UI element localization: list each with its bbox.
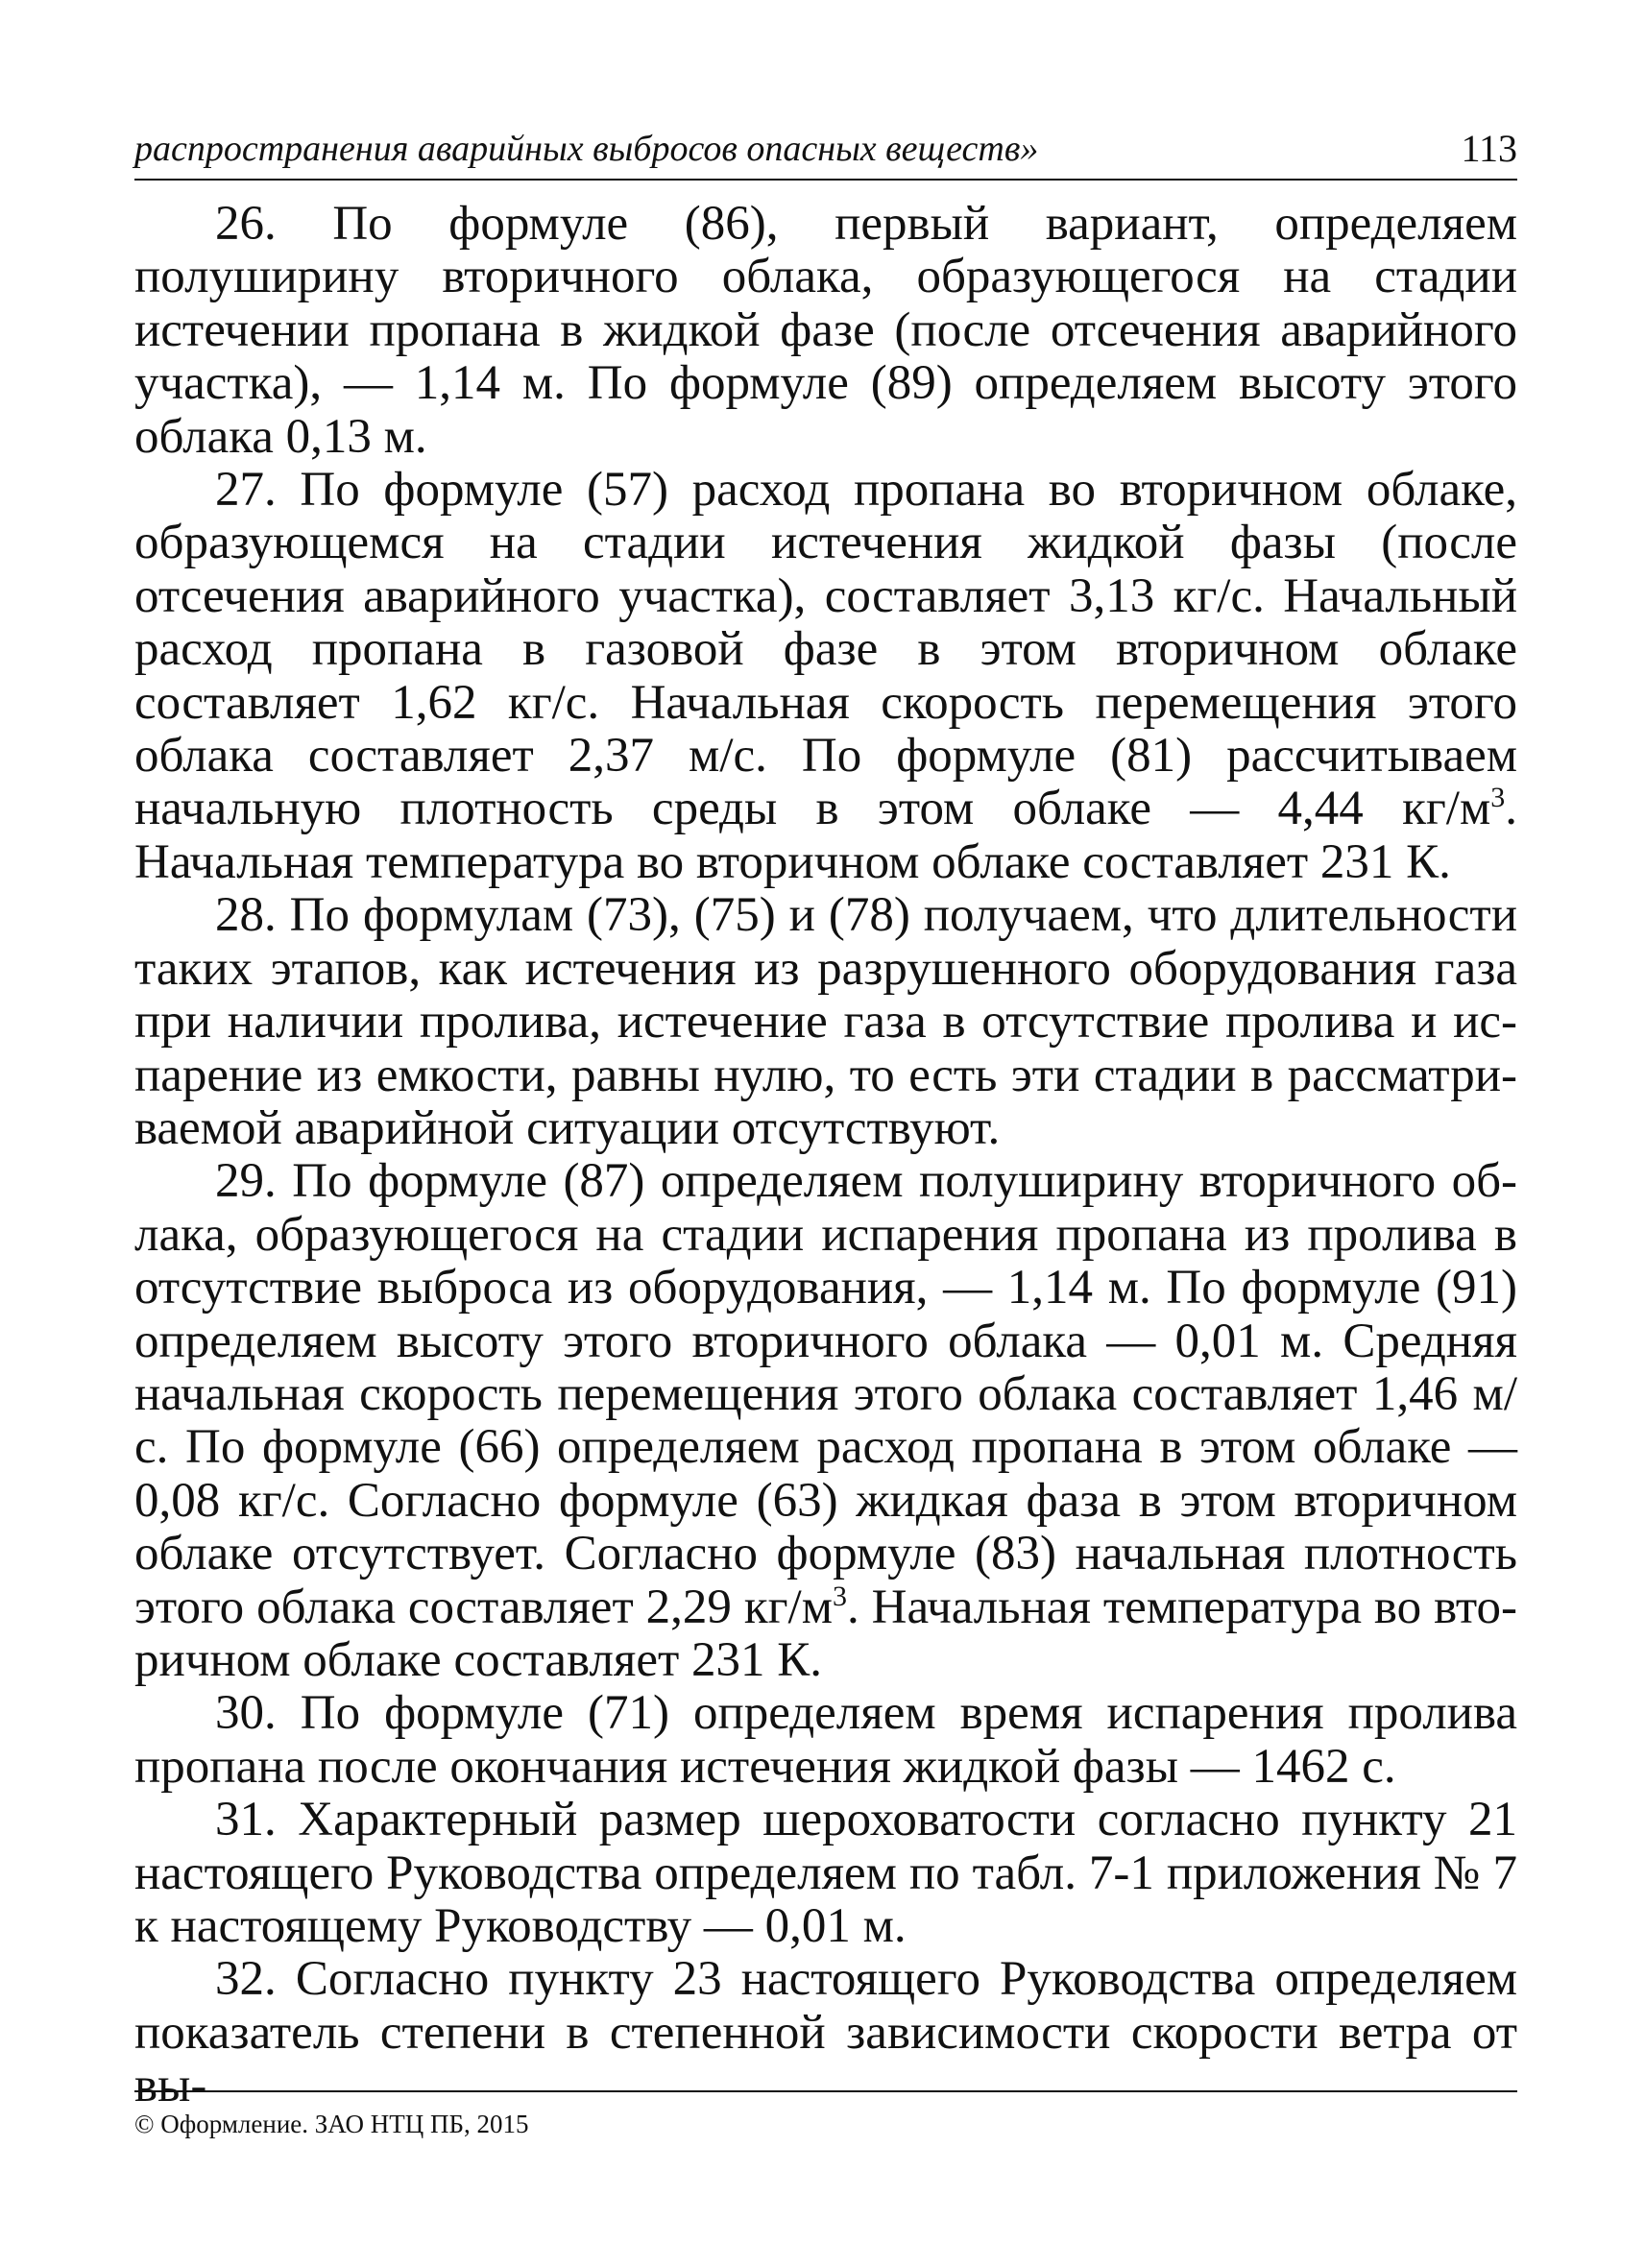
paragraph-31: 31. Характерный размер шероховатости согласно пункту 21 настоящего Руководства определяем по табл. 7-1 приложения № 7 к настоящему Руководству — 0,01 м. — [134, 1793, 1517, 1953]
paragraph-32: 32. Согласно пункту 23 настоящего Руководства определяем показатель степени в степенной зависимости скорости ветра от вы- — [134, 1952, 1517, 2113]
paragraph-28: 28. По формулам (73), (75) и (78) получаем, что длительности таких этапов, как истечения из разрушенного оборудования газа при наличии пролива, истечение газа в отсутствие пролива и испарение из емкости, равны нулю, то есть эти стадии в рассматриваемой аварийной ситуации отсутствуют. — [134, 888, 1517, 1155]
page-number: 113 — [1461, 127, 1517, 170]
paragraph-29-part-a: 29. По формуле (87) определяем полуширину вторичного облака, образующегося на стадии испарения пропана из пролива в отсутствие выброса из оборудования, — 1,14 м. По формуле (91) определяем высоту этого вторичного облака — 0,01 м. Средняя начальная скорость перемещения этого облака составляет 1,46 м/с. По формуле (66) определяем расход пропана в этом облаке — 0,08 кг/с. Согласно формуле (63) жидкая фаза в этом вторичном облаке отсутствует. Согласно формуле (83) начальная плотность этого облака составляет 2,29 кг/м — [134, 1154, 1517, 1634]
running-header — [134, 123, 1517, 181]
paragraph-27 — [134, 464, 1517, 889]
paragraph-30: 30. По формуле (71) определяем время испарения пролива пропана после окончания истечения жидкой фазы — 1462 с. — [134, 1686, 1517, 1794]
body-text — [134, 198, 1517, 2113]
paragraph-27-part-a: 27. По формуле (57) расход пропана во вторичном облаке, образующемся на стадии истечения жидкой фазы (после отсечения аварийного участка), составляет 3,13 кг/с. Начальный расход пропана в газовой фазе в этом вторичном облаке составляет 1,62 кг/с. Начальная скорость перемещения этого облака составляет 2,37 м/с. По формуле (81) рассчитываем начальную плотность среды в этом облаке — 4,44 кг/м — [134, 463, 1517, 836]
copyright-notice: © Оформление. ЗАО НТЦ ПБ, 2015 — [134, 2110, 529, 2138]
page-footer — [134, 2090, 1517, 2140]
superscript-cubic: 3 — [832, 1580, 847, 1612]
document-page — [134, 123, 1517, 2235]
running-title: распространения аварийных выбросов опасных веществ» — [134, 129, 1039, 169]
paragraph-29 — [134, 1155, 1517, 1687]
paragraph-27-part-b: . Начальная температура во вторичном облаке составляет 231 К. — [134, 782, 1517, 889]
paragraph-26: 26. По формуле (86), первый вариант, определяем полуширину вторичного облака, образующегося на стадии истечении пропана в жидкой фазе (после отсечения аварийного участка), — 1,14 м. По формуле (89) определяем высоту этого облака 0,13 м. — [134, 197, 1517, 464]
paragraph-29-part-b: . Начальная температура во вторичном облаке составляет 231 К. — [134, 1580, 1517, 1687]
superscript-cubic: 3 — [1490, 782, 1506, 814]
